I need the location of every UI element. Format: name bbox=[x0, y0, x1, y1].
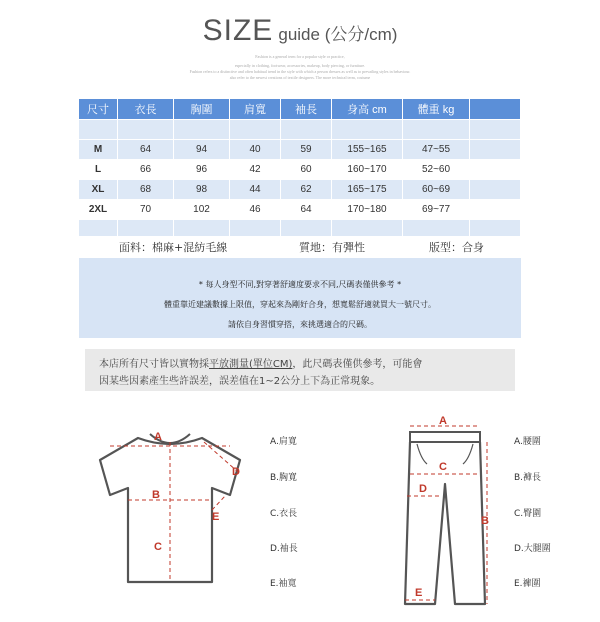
table-cell: 59 bbox=[281, 140, 332, 160]
table-cell: 47~55 bbox=[403, 140, 470, 160]
fine-print-3: Fashion refers to a distinctive and often habitual trend in the style with which a person dresses as well as to prevailing styles in behaviour. bbox=[189, 69, 411, 74]
table-row bbox=[79, 140, 521, 160]
table-header-row bbox=[79, 99, 521, 120]
shirt-legend-e: E.袖寬 bbox=[270, 579, 297, 589]
fine-print-4: also refer to the newest creations of textile designers. The more technical term, costume bbox=[229, 75, 371, 80]
table-cell: 52~60 bbox=[403, 160, 470, 180]
table-row bbox=[79, 200, 521, 220]
size-table bbox=[79, 99, 521, 240]
title-guide: guide (公分/cm) bbox=[278, 25, 398, 44]
disclaimer-box bbox=[85, 349, 515, 391]
pants-marker-c: C bbox=[439, 461, 447, 473]
pants-legend-a: A.腰圍 bbox=[514, 437, 541, 447]
table-row bbox=[79, 160, 521, 180]
fine-print-1: Fashion is a general term for a popular style or practice, bbox=[255, 54, 345, 59]
pants-legend-d: D.大腿圍 bbox=[514, 544, 551, 554]
table-cell: 64 bbox=[281, 200, 332, 220]
header-cell: 身高 cm bbox=[332, 99, 403, 120]
disclaimer-line-2: 因某些因素產生些許誤差，誤差值在1~2公分上下為正常現象。 bbox=[99, 376, 381, 387]
disclaimer-text: 本店所有尺寸皆以實物採 bbox=[99, 359, 209, 370]
header-cell: 衣長 bbox=[118, 99, 174, 120]
note-line-3: 請依自身習慣穿搭，來挑選適合的尺碼。 bbox=[228, 320, 372, 329]
pants-legend-e: E.褲圍 bbox=[514, 579, 541, 589]
header-cell: 肩寬 bbox=[230, 99, 281, 120]
size-cell: 2XL bbox=[79, 200, 118, 220]
table-spacer-row bbox=[79, 120, 521, 140]
note-line-2: 體重靠近建議數據上限值，穿起來為剛好合身，想寬鬆舒適就買大一號尺寸。 bbox=[164, 300, 436, 309]
pants-marker-a: A bbox=[439, 415, 447, 427]
texture-label: 質地：有彈性 bbox=[299, 241, 365, 254]
title-size: SIZE bbox=[202, 14, 274, 47]
pants-legend-c: C.臀圍 bbox=[514, 509, 542, 519]
shirt-legend-a: A.肩寬 bbox=[270, 437, 297, 447]
note-line-1: * 每人身型不同,對穿著舒適度要求不同,尺碼表僅供參考 * bbox=[198, 280, 402, 289]
fit-label: 版型：合身 bbox=[429, 241, 484, 254]
pants-legend-b: B.褲長 bbox=[514, 473, 542, 483]
fine-print-2: especially in clothing, footwear, accessories, makeup, body piercing, or furniture. bbox=[234, 63, 366, 68]
table-cell: 42 bbox=[230, 160, 281, 180]
shirt-marker-b: B bbox=[152, 489, 160, 501]
table-cell: 60 bbox=[281, 160, 332, 180]
table-cell: 96 bbox=[174, 160, 230, 180]
header-cell: 尺寸 bbox=[79, 99, 118, 120]
disclaimer-underlined: 平放測量(單位CM) bbox=[209, 359, 293, 370]
table-cell: 69~77 bbox=[403, 200, 470, 220]
fabric-label: 面料：棉麻+混紡毛線 bbox=[119, 241, 228, 254]
table-cell: 94 bbox=[174, 140, 230, 160]
pants-marker-d: D bbox=[419, 483, 427, 495]
shirt-marker-a: A bbox=[154, 431, 162, 443]
header-cell: 胸圍 bbox=[174, 99, 230, 120]
size-cell: M bbox=[79, 140, 118, 160]
header-cell: 袖長 bbox=[281, 99, 332, 120]
shirt-legend-d: D.袖長 bbox=[270, 544, 298, 554]
notes-box bbox=[79, 258, 521, 338]
table-cell: 62 bbox=[281, 180, 332, 200]
shirt-legend-c: C.衣長 bbox=[270, 509, 298, 519]
header-cell-empty bbox=[470, 99, 521, 120]
table-cell: 64 bbox=[118, 140, 174, 160]
pants-marker-b: B bbox=[481, 515, 489, 527]
table-cell: 170~180 bbox=[332, 200, 403, 220]
shirt-marker-e: E bbox=[212, 511, 220, 523]
table-cell: 160~170 bbox=[332, 160, 403, 180]
pants-diagram-icon bbox=[395, 414, 505, 614]
material-row bbox=[79, 236, 521, 256]
table-cell: 40 bbox=[230, 140, 281, 160]
table-cell: 98 bbox=[174, 180, 230, 200]
disclaimer-line-1 bbox=[99, 355, 422, 370]
disclaimer-text: ，此尺碼表僅供參考，可能會 bbox=[292, 359, 423, 370]
size-cell: XL bbox=[79, 180, 118, 200]
table-cell: 68 bbox=[118, 180, 174, 200]
shirt-marker-c: C bbox=[154, 541, 162, 553]
table-cell: 102 bbox=[174, 200, 230, 220]
pants-marker-e: E bbox=[415, 587, 423, 599]
shirt-legend-b: B.胸寬 bbox=[270, 473, 298, 483]
page-title bbox=[0, 14, 600, 48]
table-cell: 44 bbox=[230, 180, 281, 200]
tshirt-diagram-icon bbox=[90, 420, 250, 590]
table-cell: 60~69 bbox=[403, 180, 470, 200]
table-cell: 155~165 bbox=[332, 140, 403, 160]
table-cell: 66 bbox=[118, 160, 174, 180]
header-cell: 體重 kg bbox=[403, 99, 470, 120]
table-cell: 46 bbox=[230, 200, 281, 220]
table-row bbox=[79, 180, 521, 200]
table-cell: 165~175 bbox=[332, 180, 403, 200]
table-cell: 70 bbox=[118, 200, 174, 220]
shirt-marker-d: D bbox=[232, 466, 240, 478]
size-cell: L bbox=[79, 160, 118, 180]
